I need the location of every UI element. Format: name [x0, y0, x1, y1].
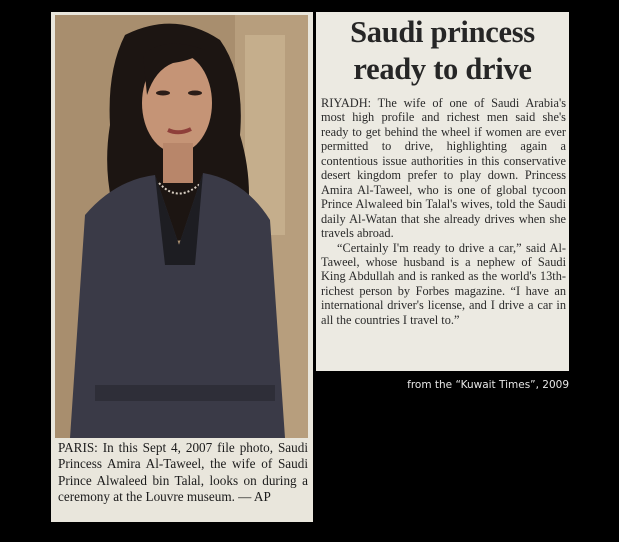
- article-paragraph: “Certainly I'm ready to drive a car,” said Al-Taweel, whose husband is a nephew of Saudi King Abdullah and is ranked as the world's 13th-richest person by Forbes magazine. “I have an international driver's license, and I drive a car in all the countries I travel to.”: [321, 240, 566, 327]
- princess-portrait-illustration: [55, 15, 308, 438]
- article-body: [321, 96, 566, 327]
- article-paragraph: RIYADH: The wife of one of Saudi Arabia's most high profile and richest men said she's ready to get behind the wheel if women are ever permitted to drive, highlighting again a contentious issue authorities in this conservative desert kingdom prefer to play down. Princess Amira Al-Taweel, who is one of global tycoon Prince Alwaleed bin Talal's wives, told the Saudi daily Al-Watan that she already drives when she travels abroad.: [321, 96, 566, 241]
- newspaper-photo-clipping: [51, 12, 313, 522]
- photo-caption: PARIS: In this Sept 4, 2007 file photo, Saudi Princess Amira Al-Taweel, the wife of Saudi Prince Alwaleed bin Talal, looks on during a ceremony at the Louvre museum. — AP: [58, 440, 308, 505]
- headline: Saudi princess ready to drive: [350, 15, 535, 86]
- source-note: from the “Kuwait Times”, 2009: [407, 379, 569, 391]
- princess-photo: [55, 15, 308, 438]
- article-clipping: [316, 12, 569, 371]
